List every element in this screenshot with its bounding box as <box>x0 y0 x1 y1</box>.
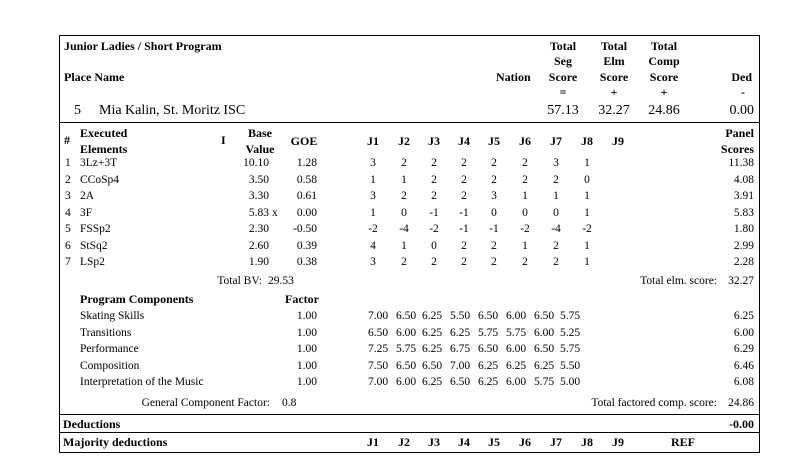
total-elm-value: 32.27 <box>728 275 754 287</box>
component-panel-score: 6.29 <box>733 343 754 355</box>
element-judge-2: 1 <box>401 239 407 252</box>
component-judge-4: 6.50 <box>449 376 471 388</box>
col-ded-2: - <box>741 85 745 99</box>
element-goe: 0.39 <box>296 239 317 252</box>
component-judge-1: 7.00 <box>367 376 389 388</box>
judge-header-5: J5 <box>488 134 500 148</box>
total-element-score: 32.27 <box>598 103 630 118</box>
majority-judge-2: J2 <box>398 435 410 449</box>
component-judge-8: 5.75 <box>559 310 581 322</box>
element-judge-7: 2 <box>553 239 559 252</box>
majority-judge-9: J9 <box>612 435 624 449</box>
col-tss-3: Score <box>548 70 578 84</box>
component-judge-8: 5.25 <box>559 326 581 339</box>
component-judge-6: 6.00 <box>505 310 527 322</box>
col-tes-3: Score <box>599 70 629 84</box>
component-judge-4: 5.50 <box>449 310 471 322</box>
element-no: 3 <box>65 190 71 202</box>
judge-header-9: J9 <box>612 134 624 148</box>
element-judge-6: 1 <box>522 190 528 202</box>
component-judge-6: 6.25 <box>505 359 527 372</box>
element-panel-score: 1.80 <box>733 223 754 235</box>
total-deductions: 0.00 <box>729 103 754 118</box>
col-pcs-1: Total <box>650 39 678 53</box>
element-judge-3: 2 <box>431 157 437 169</box>
element-judge-3: -1 <box>429 206 439 219</box>
element-judge-7: -4 <box>551 223 561 235</box>
element-name: 2A <box>80 190 95 202</box>
component-judge-3: 6.25 <box>421 376 443 388</box>
elements-panel-1: Panel <box>725 126 754 140</box>
elements-executed-1: Executed <box>80 126 128 140</box>
element-no: 7 <box>65 256 71 268</box>
component-judge-2: 6.00 <box>395 376 417 388</box>
component-judge-2: 6.50 <box>395 310 417 322</box>
component-judge-5: 6.25 <box>477 376 499 388</box>
majority-judge-4: J4 <box>458 435 470 449</box>
component-judge-6: 6.00 <box>505 343 527 355</box>
component-judge-6: 6.00 <box>505 376 527 388</box>
total-bv-label: Total BV: <box>217 275 262 287</box>
element-judge-8: 1 <box>584 256 590 268</box>
element-judge-7: 0 <box>553 206 559 219</box>
col-tes-2: Elm <box>603 54 625 68</box>
element-judge-1: 1 <box>370 173 376 186</box>
total-factored-value: 24.86 <box>728 397 754 409</box>
component-judge-4: 7.00 <box>449 359 471 372</box>
element-name: LSp2 <box>80 256 105 268</box>
element-judge-8: 0 <box>584 173 590 186</box>
element-judge-4: -1 <box>459 206 469 219</box>
judge-header-2: J2 <box>398 134 410 148</box>
element-judge-8: 1 <box>584 190 590 202</box>
col-place-name: Place Name <box>64 70 125 84</box>
element-judge-6: 2 <box>522 173 528 186</box>
col-nation: Nation <box>496 70 531 84</box>
component-name: Composition <box>80 359 140 372</box>
element-name: FSSp2 <box>80 223 111 235</box>
element-panel-score: 2.99 <box>733 239 754 252</box>
element-goe: -0.50 <box>293 223 317 235</box>
majority-deductions-label: Majority deductions <box>63 435 168 449</box>
element-judge-7: 2 <box>553 256 559 268</box>
element-judge-3: 0 <box>431 239 437 252</box>
element-judge-8: 1 <box>584 157 590 169</box>
component-panel-score: 6.00 <box>733 326 754 339</box>
element-judge-4: 2 <box>461 157 467 169</box>
components-factor-header: Factor <box>285 292 319 306</box>
component-judge-1: 6.50 <box>367 326 389 339</box>
majority-judge-6: J6 <box>519 435 531 449</box>
element-goe: 0.58 <box>296 173 317 186</box>
element-judge-6: -2 <box>520 223 530 235</box>
component-judge-6: 5.75 <box>505 326 527 339</box>
element-judge-2: -4 <box>399 223 409 235</box>
elements-goe: GOE <box>290 134 318 148</box>
element-judge-5: 2 <box>491 173 497 186</box>
component-judge-3: 6.50 <box>421 359 443 372</box>
element-name: CCoSp4 <box>80 173 119 186</box>
component-judge-1: 7.00 <box>367 310 389 322</box>
element-judge-1: 3 <box>370 157 376 169</box>
element-name: 3Lz+3T <box>80 157 118 169</box>
components-title: Program Components <box>80 292 194 306</box>
element-goe: 0.61 <box>296 190 317 202</box>
element-goe: 0.00 <box>296 206 317 219</box>
element-judge-2: 2 <box>401 190 407 202</box>
element-judge-6: 0 <box>522 206 528 219</box>
element-judge-8: -2 <box>582 223 592 235</box>
element-judge-4: 2 <box>461 190 467 202</box>
element-judge-4: 2 <box>461 239 467 252</box>
element-no: 5 <box>65 223 71 235</box>
col-tes-4: + <box>610 85 618 99</box>
element-judge-5: 2 <box>491 157 497 169</box>
element-judge-7: 2 <box>553 173 559 186</box>
elements-panel-2: Scores <box>720 142 754 156</box>
majority-ref: REF <box>671 435 695 449</box>
element-judge-2: 0 <box>401 206 407 219</box>
element-judge-5: 2 <box>491 239 497 252</box>
total-elm-label: Total elm. score: <box>640 275 717 287</box>
component-judge-3: 6.25 <box>421 326 443 339</box>
majority-judge-5: J5 <box>488 435 500 449</box>
judge-header-1: J1 <box>367 134 379 148</box>
component-judge-4: 6.75 <box>449 343 471 355</box>
element-judge-8: 1 <box>584 206 590 219</box>
element-judge-7: 1 <box>553 190 559 202</box>
element-judge-1: -2 <box>368 223 378 235</box>
element-judge-3: 2 <box>431 173 437 186</box>
score-sheet <box>59 35 760 453</box>
col-tes-1: Total <box>600 39 628 53</box>
element-base-value: 5.83 <box>248 206 269 219</box>
total-bv-value: 29.53 <box>268 275 294 287</box>
element-judge-4: 2 <box>461 256 467 268</box>
component-judge-7: 6.00 <box>533 326 555 339</box>
element-judge-5: -1 <box>489 223 499 235</box>
element-base-value: 3.50 <box>248 173 269 186</box>
element-panel-score: 4.08 <box>733 173 754 186</box>
total-component-score: 24.86 <box>648 103 680 118</box>
element-name: StSq2 <box>80 239 108 252</box>
component-judge-8: 5.50 <box>559 359 581 372</box>
col-pcs-3: Score <box>649 70 679 84</box>
skater-place: 5 <box>74 103 81 118</box>
skater-name: Mia Kalin, St. Moritz ISC <box>99 103 246 118</box>
component-judge-5: 6.50 <box>477 310 499 322</box>
element-judge-1: 1 <box>370 206 376 219</box>
component-factor: 1.00 <box>296 343 317 355</box>
element-panel-score: 2.28 <box>733 256 754 268</box>
element-judge-1: 3 <box>370 256 376 268</box>
element-judge-5: 3 <box>491 190 497 202</box>
element-panel-score: 3.91 <box>733 190 754 202</box>
component-factor: 1.00 <box>296 310 317 322</box>
component-panel-score: 6.25 <box>733 310 754 322</box>
element-judge-7: 3 <box>553 157 559 169</box>
element-judge-4: 2 <box>461 173 467 186</box>
element-judge-2: 1 <box>401 173 407 186</box>
component-judge-5: 5.75 <box>477 326 499 339</box>
component-factor: 1.00 <box>296 326 317 339</box>
element-judge-6: 2 <box>522 157 528 169</box>
judge-header-4: J4 <box>458 134 470 148</box>
element-no: 1 <box>65 157 71 169</box>
judge-header-7: J7 <box>550 134 562 148</box>
element-judge-3: 2 <box>431 190 437 202</box>
component-judge-2: 6.50 <box>395 359 417 372</box>
element-judge-6: 1 <box>522 239 528 252</box>
majority-judge-8: J8 <box>581 435 593 449</box>
component-factor: 1.00 <box>296 359 317 372</box>
divider-deductions <box>60 414 759 415</box>
col-tss-2: Seg <box>554 54 572 68</box>
component-judge-1: 7.50 <box>367 359 389 372</box>
component-judge-7: 6.50 <box>533 310 555 322</box>
component-judge-5: 6.25 <box>477 359 499 372</box>
component-judge-8: 5.00 <box>559 376 581 388</box>
component-judge-7: 5.75 <box>533 376 555 388</box>
element-no: 6 <box>65 239 71 252</box>
element-judge-3: -2 <box>429 223 439 235</box>
element-bonus-marker: x <box>272 206 278 219</box>
total-segment-score: 57.13 <box>547 103 579 118</box>
component-panel-score: 6.46 <box>733 359 754 372</box>
component-judge-4: 6.25 <box>449 326 471 339</box>
general-factor-value: 0.8 <box>282 397 297 409</box>
element-judge-1: 3 <box>370 190 376 202</box>
element-judge-3: 2 <box>431 256 437 268</box>
element-base-value: 3.30 <box>248 190 269 202</box>
element-judge-2: 2 <box>401 157 407 169</box>
component-judge-3: 6.25 <box>421 310 443 322</box>
element-base-value: 2.30 <box>248 223 269 235</box>
majority-judge-7: J7 <box>550 435 562 449</box>
element-base-value: 2.60 <box>248 239 269 252</box>
elements-executed-2: Elements <box>80 142 128 156</box>
element-judge-6: 2 <box>522 256 528 268</box>
component-judge-2: 5.75 <box>395 343 417 355</box>
event-title: Junior Ladies / Short Program <box>64 39 222 53</box>
general-factor-label: General Component Factor: <box>141 397 270 409</box>
element-goe: 0.38 <box>296 256 317 268</box>
element-judge-2: 2 <box>401 256 407 268</box>
judge-header-8: J8 <box>581 134 593 148</box>
elements-base-1: Base <box>248 126 272 140</box>
judge-header-3: J3 <box>428 134 440 148</box>
component-factor: 1.00 <box>296 376 317 388</box>
deductions-label: Deductions <box>63 417 121 431</box>
component-judge-1: 7.25 <box>367 343 389 355</box>
component-name: Skating Skills <box>80 310 145 322</box>
component-name: Transitions <box>80 326 132 339</box>
element-judge-5: 2 <box>491 256 497 268</box>
element-judge-4: -1 <box>459 223 469 235</box>
divider-majority <box>60 432 759 433</box>
col-tss-4: = <box>559 85 567 99</box>
elements-hash: # <box>64 133 70 147</box>
total-factored-label: Total factored comp. score: <box>591 397 717 409</box>
element-panel-score: 11.38 <box>728 157 754 169</box>
element-judge-5: 0 <box>491 206 497 219</box>
element-no: 2 <box>65 173 71 186</box>
col-pcs-4: + <box>660 85 668 99</box>
divider-top <box>60 122 759 123</box>
element-name: 3F <box>80 206 93 219</box>
component-judge-8: 5.75 <box>559 343 581 355</box>
deductions-value: -0.00 <box>729 417 754 431</box>
element-base-value: 1.90 <box>248 256 269 268</box>
col-pcs-2: Comp <box>648 54 680 68</box>
component-judge-3: 6.25 <box>421 343 443 355</box>
component-judge-7: 6.50 <box>533 343 555 355</box>
elements-info: I <box>221 133 226 147</box>
component-name: Interpretation of the Music <box>80 376 204 388</box>
majority-judge-3: J3 <box>428 435 440 449</box>
component-judge-5: 6.50 <box>477 343 499 355</box>
element-no: 4 <box>65 206 71 219</box>
col-ded-1: Ded <box>731 70 752 84</box>
col-tss-1: Total <box>549 39 577 53</box>
component-judge-2: 6.00 <box>395 326 417 339</box>
element-base-value: 10.10 <box>243 157 269 169</box>
component-name: Performance <box>80 343 139 355</box>
element-goe: 1.28 <box>296 157 317 169</box>
elements-base-2: Value <box>245 142 275 156</box>
element-panel-score: 5.83 <box>733 206 754 219</box>
judge-header-6: J6 <box>519 134 531 148</box>
component-judge-7: 6.25 <box>533 359 555 372</box>
component-panel-score: 6.08 <box>733 376 754 388</box>
majority-judge-1: J1 <box>367 435 379 449</box>
element-judge-1: 4 <box>370 239 376 252</box>
element-judge-8: 1 <box>584 239 590 252</box>
